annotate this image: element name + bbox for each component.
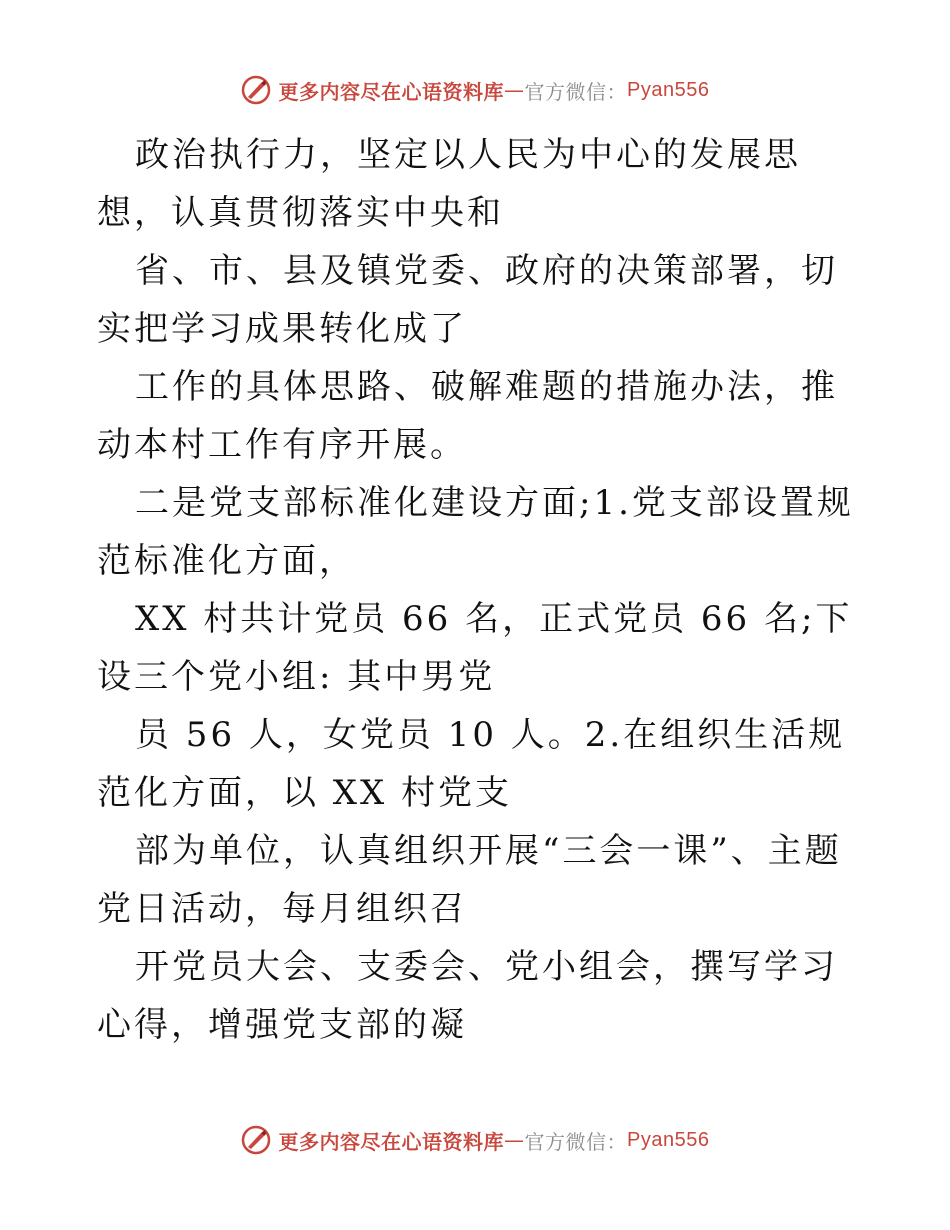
paragraph: 政治执行力，坚定以人民为中心的发展思想，认真贯彻落实中央和 [97,135,801,233]
banner-wechat-handle: Pyan556 [627,78,710,101]
banner-dash: — [504,1128,525,1152]
paragraph: 二是党支部标准化建设方面;1.党支部设置规范标准化方面， [97,483,854,581]
header-watermark-banner [0,70,950,110]
paragraph: 开党员大会、支委会、党小组会，撰写学习心得，增强党支部的凝 [97,947,838,1045]
banner-brand-text: 更多内容尽在心语资料库 [278,1129,505,1154]
banner-wechat-label: 官方微信： [524,1129,628,1154]
banner-dash: — [504,78,525,102]
quill-logo-icon [241,1125,271,1155]
paragraph: 省、市、县及镇党委、政府的决策部署，切实把学习成果转化成了 [97,251,838,349]
footer-watermark-banner [0,1120,950,1160]
paragraph: 员 56 人，女党员 10 人。2.在组织生活规范化方面，以 XX 村党支 [97,715,846,813]
quill-logo-icon [241,75,271,105]
paragraph: XX 村共计党员 66 名，正式党员 66 名;下设三个党小组: 其中男党 [97,599,853,697]
banner-wechat-handle: Pyan556 [627,1128,710,1151]
banner-brand-text: 更多内容尽在心语资料库 [278,79,505,104]
paragraph: 部为单位，认真组织开展“三会一课”、主题党日活动，每月组织召 [97,831,842,929]
paragraph: 工作的具体思路、破解难题的措施办法，推动本村工作有序开展。 [97,367,838,465]
banner-wechat-label: 官方微信： [524,79,628,104]
document-body [97,126,857,1054]
